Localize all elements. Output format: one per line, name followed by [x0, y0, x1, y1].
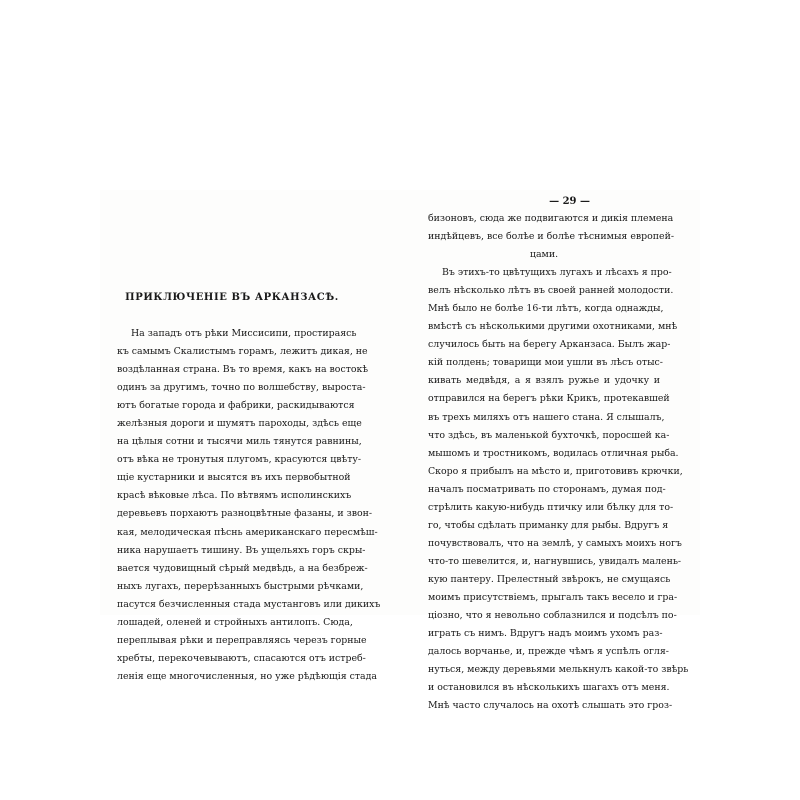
text-line: Мнѣ часто случалось на охотѣ слышать это гроз-: [428, 700, 673, 712]
text-line: мышомъ и тростникомъ, водилась отличная рыба.: [428, 447, 679, 459]
text-line: кивать медвѣдя, а я взялъ ружье и удочку и: [428, 375, 660, 387]
text-line: велъ нѣсколько лѣтъ въ своей ранней молодости.: [428, 285, 674, 297]
text-line: воздѣланная страна. Въ то время, какъ на востокѣ: [117, 364, 369, 376]
text-line: кую пантеру. Прелестный звѣрокъ, не смущаясь: [428, 573, 671, 585]
text-line: деревьевъ порхаютъ разноцвѣтные фазаны, и звон-: [117, 508, 373, 520]
text-line: Въ этихъ-то цвѣтущихъ лугахъ и лѣсахъ я про-: [442, 267, 672, 279]
text-line: пасутся безчисленныя стада мустанговъ или дикихъ: [117, 598, 381, 610]
text-line: вается чудовищный сѣрый медвѣдь, а на безбреж-: [117, 562, 368, 574]
left-page-body: [117, 325, 381, 686]
text-line: кій полдень; товарищи мои ушли въ лѣсъ отыс-: [428, 357, 663, 369]
text-line: ныхъ лугахъ, перерѣзанныхъ быстрыми рѣчками,: [117, 580, 364, 592]
text-line: кая, мелодическая пѣснь американскаго пересмѣш-: [117, 526, 378, 538]
text-line: случилось быть на берегу Арканзаса. Былъ жар-: [428, 339, 671, 351]
text-line: желѣзныя дороги и шумятъ пароходы, здѣсь еще: [117, 418, 362, 430]
text-line: красѣ вѣковые лѣса. По вѣтвямъ исполинскихъ: [117, 490, 352, 502]
text-line: ленія еще многочисленныя, но уже рѣдѣющія стада: [117, 670, 377, 682]
text-line: отправился на берегъ рѣки Крикъ, протекавшей: [428, 393, 670, 405]
text-line: и остановился въ нѣсколькихъ шагахъ отъ меня.: [428, 682, 670, 694]
text-line: нуться, между деревьями мелькнулъ какой-то звѣрь: [428, 664, 689, 676]
text-line: щіе кустарники и высятся въ ихъ первобытной: [117, 472, 351, 484]
text-line: лошадей, оленей и стройныхъ антилопъ. Сюда,: [117, 616, 353, 628]
text-line: цами.: [529, 249, 559, 261]
text-line: почувствовалъ, что на землѣ, у самыхъ моихъ ногъ: [428, 537, 682, 549]
text-line: ютъ богатые города и фабрики, раскидываются: [117, 400, 355, 412]
text-line: отъ вѣка не тронутыя плугомъ, красуются цвѣту-: [117, 454, 362, 466]
text-line: переплывая рѣки и переправляясь черезъ горные: [117, 634, 367, 646]
text-line: го, чтобы сдѣлать приманку для рыбы. Вдругъ я: [428, 519, 669, 531]
text-line: Скоро я прибылъ на мѣсто и, приготовивъ крючки,: [428, 465, 683, 477]
left-page: [117, 289, 381, 686]
text-line: къ самымъ Скалистымъ горамъ, лежитъ дикая, не: [117, 346, 368, 358]
text-line: Мнѣ было не болѣе 16-ти лѣтъ, когда однажды,: [428, 303, 664, 315]
text-line: что-то шевелится, и, нагнувшись, увидалъ малень-: [428, 555, 682, 567]
right-page-body: [428, 210, 689, 715]
text-line: ціозно, что я невольно соблазнился и подсѣлъ по-: [428, 610, 677, 622]
text-line: что здѣсь, въ маленькой бухточкѣ, поросшей ка-: [428, 429, 670, 441]
text-line: въ трехъ миляхъ отъ нашего стана. Я слышалъ,: [428, 411, 665, 423]
text-line: индѣйцевъ, все болѣе и болѣе тѣснимыя европей-: [428, 231, 675, 243]
chapter-title: ПРИКЛЮЧЕНІЕ ВЪ АРКАНЗАСѢ.: [125, 292, 339, 303]
text-line: стрѣлить какую-нибудь птичку или бѣлку для то-: [428, 501, 674, 513]
right-page: [428, 193, 689, 715]
text-line: ника нарушаетъ тишину. Въ ущельяхъ горъ скры-: [117, 544, 366, 556]
text-line: На западъ отъ рѣки Миссисипи, простираясь: [131, 328, 357, 339]
page-number: — 29 —: [549, 196, 590, 207]
text-line: играть съ нимъ. Вдругъ надъ моимъ ухомъ раз-: [428, 628, 663, 640]
text-line: одинъ за другимъ, точно по волшебству, выроста-: [117, 382, 366, 394]
text-line: бизоновъ, сюда же подвигаются и дикія племена: [428, 213, 674, 224]
text-line: далось ворчанье, и, прежде чѣмъ я успѣлъ огля-: [428, 646, 669, 658]
text-line: началъ посматривать по сторонамъ, думая под-: [428, 483, 666, 495]
text-line: вмѣстѣ съ нѣсколькими другими охотниками, мнѣ: [428, 321, 678, 333]
text-line: хребты, перекочевываютъ, спасаются отъ истреб-: [117, 652, 366, 664]
text-line: моимъ присутствіемъ, прыгалъ такъ весело и гра-: [428, 591, 678, 603]
text-line: на цѣлыя сотни и тысячи миль тянутся равнины,: [117, 436, 362, 448]
